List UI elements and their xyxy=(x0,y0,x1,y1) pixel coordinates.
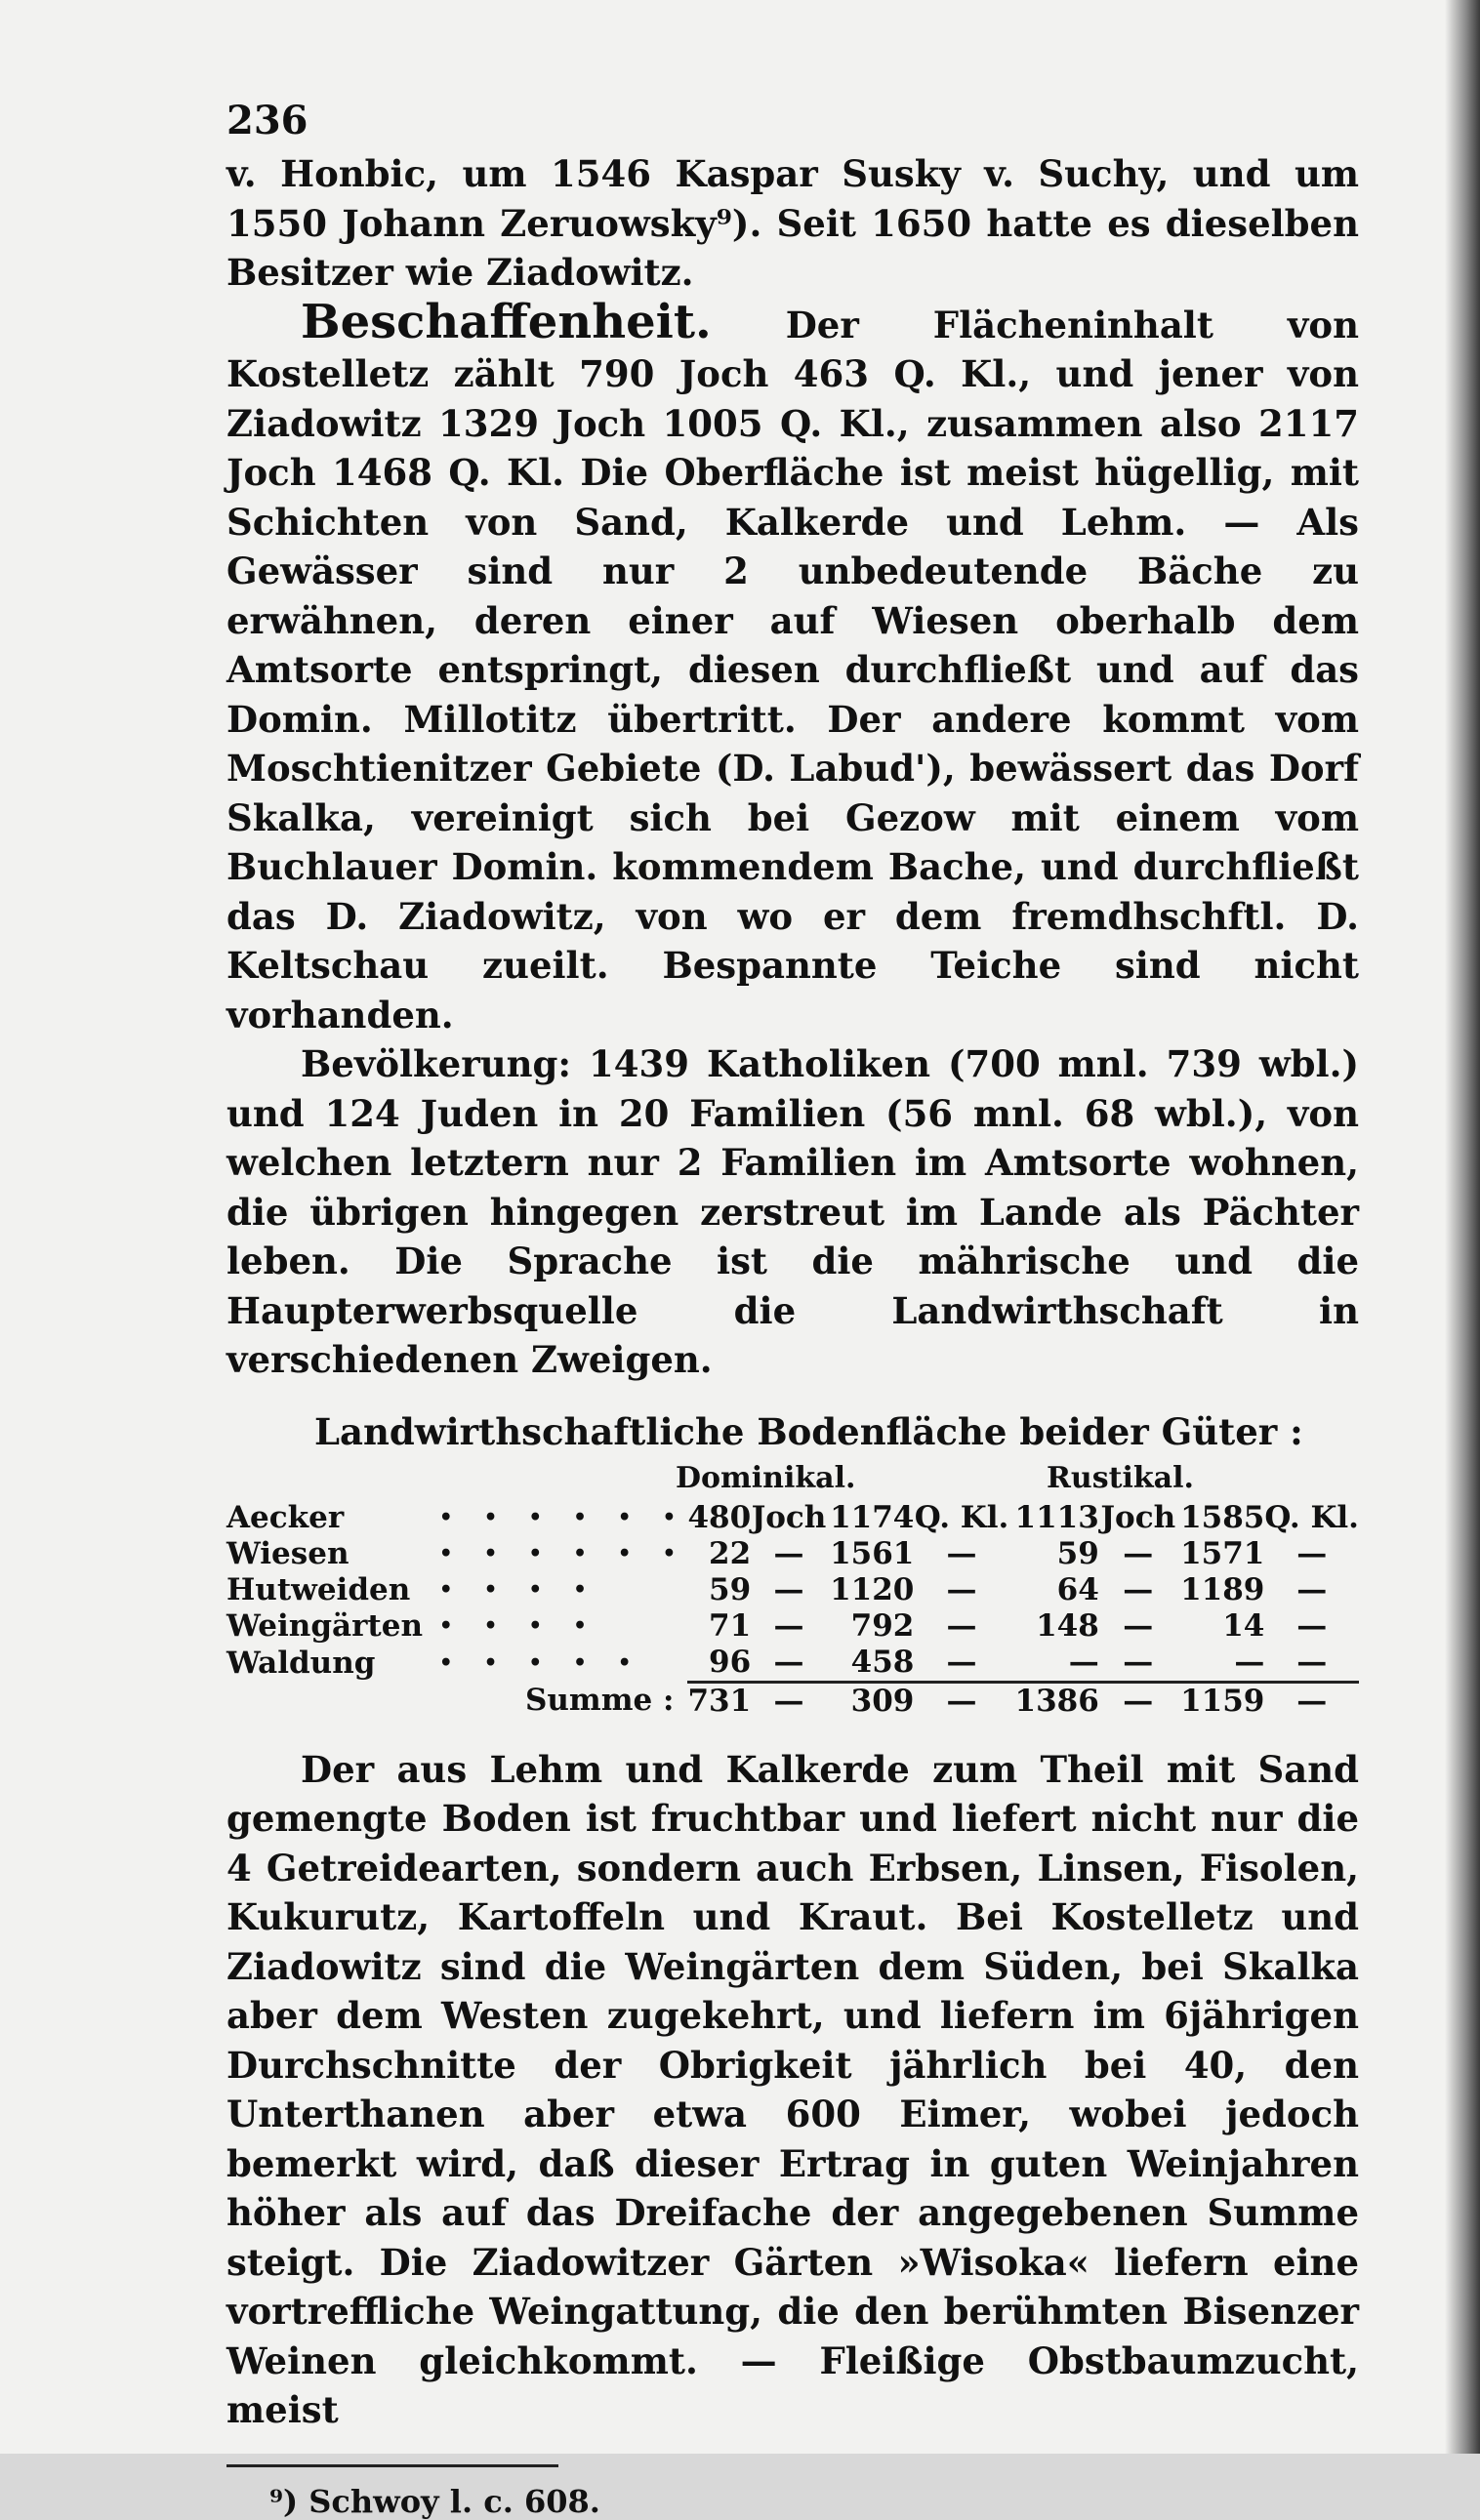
row-label: Hutweiden xyxy=(226,1572,411,1607)
land-table xyxy=(226,1500,1359,1720)
cell-d-joch: 59 xyxy=(709,1572,752,1607)
table-row xyxy=(226,1536,1359,1572)
footnote: ⁹) Schwoy l. c. 608. xyxy=(269,2482,600,2520)
table-row xyxy=(226,1500,1359,1536)
cell-d-kl: 1174 xyxy=(830,1500,915,1535)
cell-d-kl: 792 xyxy=(850,1608,915,1644)
sum-r-kl-u: — xyxy=(1264,1682,1359,1720)
cell-r-joch-u: — xyxy=(1123,1645,1154,1680)
cell-d-joch-u: — xyxy=(773,1645,804,1680)
sum-d-kl: 309 xyxy=(827,1682,915,1720)
cell-r-joch-u: — xyxy=(1123,1608,1154,1644)
sum-label: Summe : xyxy=(524,1683,675,1719)
cell-r-joch: 64 xyxy=(1056,1572,1099,1607)
cell-d-joch: 96 xyxy=(709,1645,752,1680)
cell-r-joch: 59 xyxy=(1056,1536,1099,1571)
cell-d-joch-u: Joch xyxy=(751,1500,827,1535)
cell-r-joch: 1113 xyxy=(1014,1500,1099,1535)
sum-d-joch-u: — xyxy=(751,1682,827,1720)
cell-d-kl-u: — xyxy=(946,1536,977,1571)
row-label: Aecker xyxy=(226,1500,345,1535)
paragraph-population: Bevölkerung: 1439 Katholiken (700 mnl. 739 wbl.) und 124 Juden in 20 Familien (56 mnl. 68 wbl.), von welchen letztern nur 2 Familien im Amtsorte wohnen, die übrigen hingegen zerstreut im Lande als Pächter leben. Die Sprache ist die mährische und die Haupterwerbsquelle die Landwirthschaft in verschiedenen Zweigen. xyxy=(226,1042,1359,1381)
sum-d-kl-u: — xyxy=(914,1682,1008,1720)
table-title: Landwirthschaftliche Bodenfläche beider Güter : xyxy=(314,1409,1303,1453)
cell-d-joch-u: — xyxy=(773,1608,804,1644)
row-label: Wiesen xyxy=(226,1536,349,1571)
row-label: Weingärten xyxy=(226,1608,424,1644)
footnote-rule xyxy=(226,2464,558,2467)
paragraph-ownership: v. Honbic, um 1546 Kaspar Susky v. Suchy, und um 1550 Johann Zeruowsky⁹). Seit 1650 hatte es dieselben Besitzer wie Ziadowitz. xyxy=(226,152,1359,294)
sum-d-joch: 731 xyxy=(687,1684,752,1719)
table-group-headers xyxy=(226,1461,1359,1500)
cell-d-joch: 71 xyxy=(709,1608,752,1644)
table-row xyxy=(226,1645,1359,1683)
sum-r-kl: 1159 xyxy=(1177,1682,1265,1720)
cell-d-kl-u: Q. Kl. xyxy=(914,1500,1009,1535)
cell-d-kl: 1120 xyxy=(830,1572,915,1607)
leader-dots: • • • • • xyxy=(438,1649,643,1676)
cell-d-kl-u: — xyxy=(946,1572,977,1607)
cell-r-kl-u: — xyxy=(1296,1572,1328,1607)
row-label: Waldung xyxy=(226,1645,376,1681)
sum-r-joch: 1386 xyxy=(1009,1682,1099,1720)
section-heading: Beschaffenheit. xyxy=(301,294,712,349)
sum-r-joch-u: — xyxy=(1099,1682,1177,1720)
cell-d-kl-u: — xyxy=(946,1608,977,1644)
page-content xyxy=(226,98,1359,2520)
cell-r-kl-u: — xyxy=(1296,1536,1328,1571)
cell-d-joch-u: — xyxy=(773,1572,804,1607)
group-header-rustikal: Rustikal. xyxy=(1047,1460,1194,1495)
leader-dots: • • • • xyxy=(438,1613,599,1639)
cell-d-joch: 480 xyxy=(687,1500,752,1535)
paragraph-beschaffenheit xyxy=(226,294,1359,1040)
page-number: 236 xyxy=(226,98,308,143)
cell-d-kl: 1561 xyxy=(830,1536,915,1571)
cell-d-kl-u: — xyxy=(946,1645,977,1680)
group-header-dominikal: Dominikal. xyxy=(676,1460,856,1495)
cell-r-joch: 148 xyxy=(1036,1608,1099,1644)
table-sum-row xyxy=(226,1682,1359,1720)
cell-d-joch: 22 xyxy=(709,1536,752,1571)
paragraph-soil: Der aus Lehm und Kalkerde zum Theil mit Sand gemengte Boden ist fruchtbar und liefert nicht nur die 4 Getreidearten, sondern auch Erbsen, Linsen, Fisolen, Kukurutz, Kartoffeln und Kraut. Bei Kostelletz und Ziadowitz sind die Weingärten dem Süden, bei Skalka aber dem Westen zugekehrt, und liefern im 6jährigen Durchschnitte der Obrigkeit jährlich bei 40, den Unterthanen aber etwa 600 Eimer, wobei jedoch bemerkt wird, daß dieser Ertrag in guten Weinjahren höher als auf das Dreifache der angegebenen Summe steigt. Die Ziadowitzer Gärten »Wisoka« liefern eine vortreffliche Weingattung, die den berühmten Bisenzer Weinen gleichkommt. — Fleißige Obstbaumzucht, meist xyxy=(226,1747,1359,2431)
leader-dots: • • • • • • xyxy=(438,1541,688,1566)
cell-r-joch-u: — xyxy=(1123,1572,1154,1607)
table-row xyxy=(226,1608,1359,1645)
cell-r-kl: 1571 xyxy=(1180,1536,1265,1571)
cell-r-joch: — xyxy=(1068,1645,1099,1680)
table-row xyxy=(226,1572,1359,1608)
leader-dots: • • • • • • xyxy=(438,1505,688,1530)
cell-d-joch-u: — xyxy=(773,1536,804,1571)
cell-r-joch-u: Joch xyxy=(1100,1500,1176,1535)
paragraph-beschaffenheit-text: Der Flächeninhalt von Kostelletz zählt 790 Joch 463 Q. Kl., und jener von Ziadowitz 1329 Joch 1005 Q. Kl., zusammen also 2117 Joch 1468 Q. Kl. Die Oberfläche ist meist hügellig, mit Schichten von Sand, Kalkerde und Lehm. — Als Gewässer sind nur 2 unbedeutende Bäche zu erwähnen, deren einer auf Wiesen oberhalb dem Amtsorte entspringt, diesen durchfließt und auf das Domin. Millotitz übertritt. Der andere kommt vom Moschtienitzer Gebiete (D. Labud'), bewässert das Dorf Skalka, vereinigt sich bei Gezow mit einem vom Buchlauer Domin. kommendem Bache, und durchfließt das D. Ziadowitz, von wo er dem fremdhschftl. D. Keltschau zueilt. Bespannte Teiche sind nicht vorhanden. xyxy=(226,303,1359,1036)
cell-d-kl: 458 xyxy=(850,1645,915,1680)
sum-spacer xyxy=(226,1682,439,1720)
cell-r-kl: 1189 xyxy=(1180,1572,1265,1607)
cell-r-kl: 1585 xyxy=(1180,1500,1265,1535)
cell-r-kl-u: Q. Kl. xyxy=(1264,1500,1359,1535)
cell-r-kl: — xyxy=(1234,1645,1265,1680)
cell-r-kl: 14 xyxy=(1222,1608,1265,1644)
leader-dots: • • • • xyxy=(438,1577,599,1603)
cell-r-kl-u: — xyxy=(1296,1645,1328,1680)
cell-r-kl-u: — xyxy=(1296,1608,1328,1644)
page-edge-shadow xyxy=(1445,0,1480,2454)
cell-r-joch-u: — xyxy=(1123,1536,1154,1571)
